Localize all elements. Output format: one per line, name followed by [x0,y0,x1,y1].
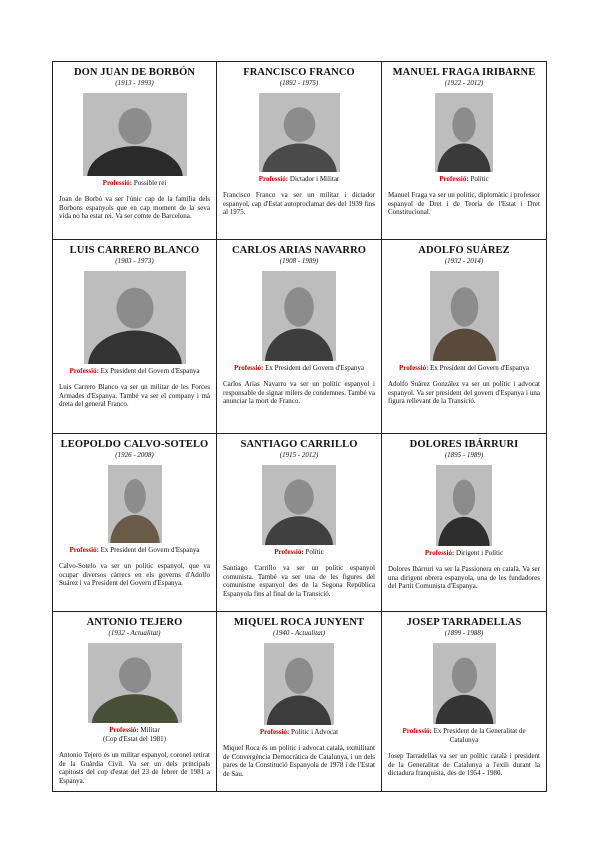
person-dates: (1932 - 2014) [444,257,484,265]
profession-label: Professió: [402,727,432,735]
person-card [382,240,547,434]
profession-value: Ex President del Govern d'Espanya [100,546,200,554]
person-dates: (1913 - 1993) [115,79,154,87]
profession-value: Dictador i Militar [289,175,340,183]
profession-label: Professió: [439,175,469,183]
person-name: LUIS CARRERO BLANCO [69,245,200,256]
profession-line [388,364,540,373]
profession-note: (Cop d'Estat del 1981) [103,735,166,743]
portrait-photo [259,93,340,172]
person-card [382,434,547,612]
profession-label: Professió: [259,728,290,736]
profession-label: Professió: [274,548,304,556]
portrait-photo [262,271,336,361]
profession-line [388,549,540,558]
person-description: Manuel Fraga va ser un polític, diplomàtic i professor espanyol de Dret i de Teoria de l'Estat i Dret Constitucional. [388,191,540,217]
person-dates: (1932 - Actualitat) [108,629,161,637]
person-description: Calvo-Sotelo va ser un polític espanyol, que va ocupar diversos càrrecs en els governs d'Adolfo Suárez i va President del Govern d'Espanya. [59,562,210,588]
profession-value: Ex President del Govern d'Espanya [430,364,530,372]
figures-grid [52,61,547,792]
person-card [217,62,382,240]
profession-value: Polític [470,175,489,183]
profession-line [223,728,375,737]
profession-line [223,364,375,373]
person-dates: (1926 - 2008) [115,451,154,459]
person-name: ADOLFO SUÁREZ [418,245,510,256]
portrait-photo [262,465,336,545]
profession-line [388,727,540,745]
person-name: JOSEP TARRADELLAS [406,617,522,628]
profession-value: Dirigent i Polític [456,549,504,557]
profession-label: Professió: [69,546,99,554]
profession-line [223,175,375,184]
person-name: CARLOS ARIAS NAVARRO [231,245,367,256]
person-card [217,612,382,792]
person-name: FRANCISCO FRANCO [243,67,355,78]
person-dates: (1892 - 1975) [279,79,319,87]
person-dates: (1940 - Actualitat) [273,629,325,637]
person-card [217,434,382,612]
profession-label: Professió: [109,726,139,734]
person-card [382,612,547,792]
person-description: Joan de Borbó va ser l'únic cap de la família dels Borbons espanyols que en cap moment de la seva vida no ha estat rei. Va ser comte de Barcelona. [59,195,210,221]
portrait-photo [435,93,493,172]
profession-line [59,726,210,735]
profession-value: Ex President del Govern d'Espanya [265,364,365,372]
person-description: Luis Carrero Blanco va ser un militar de les Forces Armades d'Espanya. També va ser el company i mà dreta del general Franco. [59,383,210,409]
person-description: Antonio Tejero és un militar espanyol, coronel retirat de la Guàrdia Civil. Va ser un dels principals capitosts del cop d'estat del 23 de febrer de 1981 a Espanya. [59,751,210,785]
portrait-photo [436,465,492,546]
person-card [53,434,217,612]
profession-label: Professió: [233,364,264,372]
person-dates: (1922 - 2012) [444,79,484,87]
profession-label: Professió: [102,179,133,187]
person-description: Miquel Roca és un polític i advocat català, exmilitant de Convergència Democràtica de Catalunya, i un dels pares de la Constitució Espanyola de 1978 i de l'Estat de Sau. [223,744,375,778]
person-name: MANUEL FRAGA IRIBARNE [392,67,536,78]
profession-label: Professió: [69,367,99,375]
person-card [53,62,217,240]
profession-line [59,546,210,555]
person-card [53,240,217,434]
person-name: MIQUEL ROCA JUNYENT [233,617,365,628]
person-card [53,612,217,792]
profession-value: Polític [305,548,324,556]
person-name: ANTONIO TEJERO [86,617,183,628]
person-dates: (1908 - 1989) [279,257,319,265]
person-description: Dolores Ibárruri va ser la Passionera en català. Va ser una dirigent obrera espanyola, una de les fundadores del Partit Comunista d'Espanya. [388,565,540,591]
profession-value: Ex President de la Generalitat de Catalunya [433,727,526,744]
profession-label: Professió: [424,549,455,557]
person-dates: (1915 - 2012) [279,451,319,459]
portrait-photo [264,643,334,725]
portrait-photo [84,271,186,364]
person-card [217,240,382,434]
profession-value: Ex President del Govern d'Espanya [100,367,200,375]
profession-value: Militar [140,726,160,734]
person-description: Francisco Franco va ser un militar i dictador espanyol, cap d'Estat autoproclamat des del 1939 fins al 1975. [223,191,375,217]
person-description: Santiago Carrillo va ser un polític espanyol comunista. També va ser una de les figures del comunisme espanyol des de la Segona República Espanyola fins al final de la Transició. [223,564,375,598]
person-dates: (1903 - 1973) [115,257,154,265]
portrait-photo [433,643,496,724]
profession-line [223,548,375,557]
person-description: Josep Tarradellas va ser un polític català i president de la Generalitat de Catalunya a l'exili durant la dictadura franquista, des de 1954 - 1980. [388,752,540,778]
person-description: Adolfo Suárez González va ser un polític i advocat espanyol. Va ser president del govern d'Espanya i una figura rellevant de la Transició. [388,380,540,406]
portrait-photo [83,93,187,176]
profession-label: Professió: [398,364,429,372]
profession-label: Professió: [258,175,289,183]
person-card [382,62,547,240]
profession-line [388,175,540,184]
portrait-photo [108,465,162,543]
profession-line [59,367,210,376]
person-dates: (1899 - 1988) [444,629,484,637]
person-description: Carlos Arias Navarro va ser un polític espanyol i responsable de signar milers de condemnes. També va anunciar la mort de Franco. [223,380,375,406]
person-name: SANTIAGO CARRILLO [240,439,358,450]
person-name: DON JUAN DE BORBÓN [73,67,196,78]
portrait-photo [88,643,182,723]
profession-line [59,179,210,188]
profession-value: Possible rei [133,179,167,187]
person-name: DOLORES IBÁRRURI [409,439,519,450]
profession-value: Polític i Advocat [291,728,339,736]
person-dates: (1895 - 1989) [444,451,484,459]
portrait-photo [430,271,499,361]
person-name: LEOPOLDO CALVO-SOTELO [60,439,209,450]
